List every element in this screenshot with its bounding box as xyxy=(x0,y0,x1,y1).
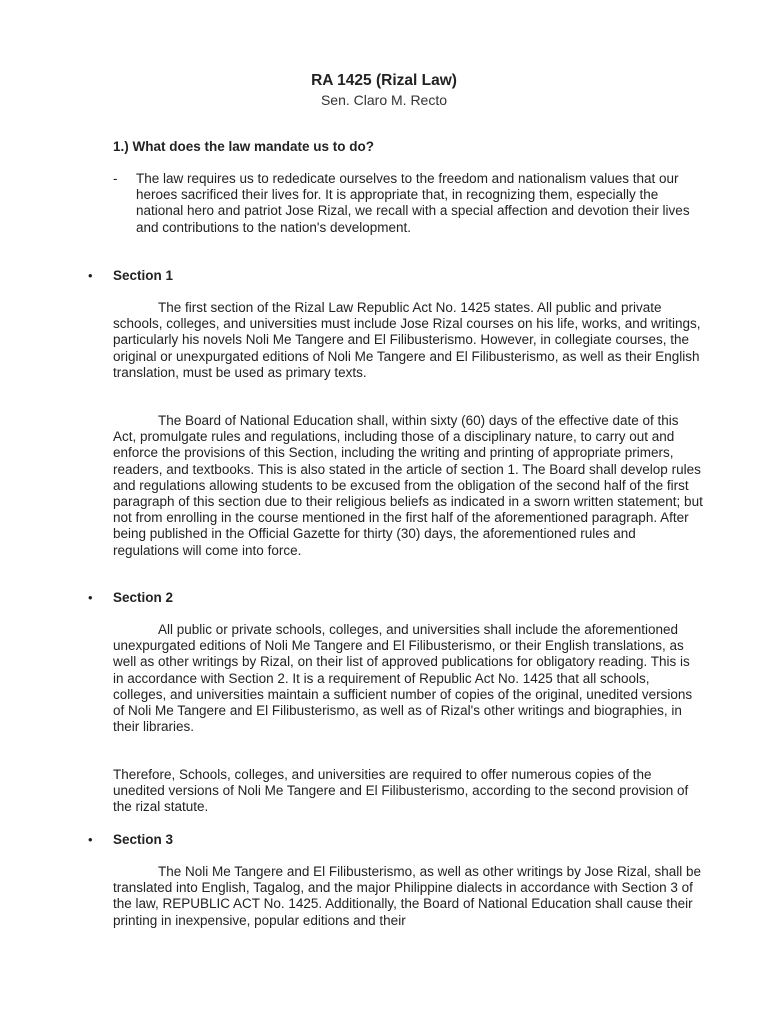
answer-paragraph: The law requires us to rededicate ourselves to the freedom and nationalism values that our heroes sacrificed their lives for. It is appropriate that, in recognizing them, especially the national hero and patriot Jose Rizal, we recall with a special affection and devotion their lives and contributions to the nation's development. xyxy=(136,171,690,235)
section-2-paragraph-2: Therefore, Schools, colleges, and universities are required to offer numerous copies of the unedited versions of Noli Me Tangere and El Filibusterismo, according to the second provision of the rizal statute. xyxy=(113,767,689,815)
section-3-paragraph-1: The Noli Me Tangere and El Filibusterismo, as well as other writings by Jose Rizal, shall be translated into English, Tagalog, and the major Philippine dialects in accordance with Section 3 of the law, REPUBLIC ACT No. 1425. Additionally, the Board of National Education shall cause their printing in inexpensive, popular editions and their xyxy=(113,864,701,928)
section-1-paragraph-1: The first section of the Rizal Law Republic Act No. 1425 states. All public and private schools, colleges, and universities must include Jose Rizal courses on his life, works, and writings, particularly his novels Noli Me Tangere and El Filibusterismo. However, in collegiate courses, the original or unexpurgated editions of Noli Me Tangere and El Filibusterismo, as well as their English translation, must be used as primary texts. xyxy=(113,300,701,380)
section-1-paragraph-2: The Board of National Education shall, within sixty (60) days of the effective date of this Act, promulgate rules and regulations, including those of a disciplinary nature, to carry out and enforce the provisions of this Section, including the writing and printing of appropriate primers, readers, and textbooks. This is also stated in the article of section 1. The Board shall develop rules and regulations allowing students to be excused from the obligation of the second half of the first paragraph of this section due to their religious beliefs as indicated in a sworn written statement; but not from enrolling in the course mentioned in the first half of the aforementioned paragraph. After being published in the Official Gazette for thirty (30) days, the aforementioned rules and regulations will come into force. xyxy=(113,413,703,558)
document-title: RA 1425 (Rizal Law) xyxy=(311,72,457,89)
document-author: Sen. Claro M. Recto xyxy=(320,92,448,108)
section-2-heading: Section 2 xyxy=(113,590,174,605)
section-3-bullet: • xyxy=(88,832,93,847)
section-1-bullet: • xyxy=(88,268,93,283)
section-3-heading: Section 3 xyxy=(113,832,174,847)
section-2-bullet: • xyxy=(88,590,93,605)
section-1-heading: Section 1 xyxy=(113,268,174,283)
answer-dash: - xyxy=(113,171,118,186)
question-heading: 1.) What does the law mandate us to do? xyxy=(113,139,375,154)
section-2-paragraph-1: All public or private schools, colleges, and universities shall include the aforementioned unexpurgated editions of Noli Me Tangere and El Filibusterismo, or their English translations, as well as other writings by Rizal, on their list of approved publications for obligatory reading. This is in accordance with Section 2. It is a requirement of Republic Act No. 1425 that all schools, colleges, and universities maintain a sufficient number of copies of the original, unedited versions of Noli Me Tangere and El Filibusterismo, as well as of Rizal's other writings and biographies, in their libraries. xyxy=(113,622,693,735)
